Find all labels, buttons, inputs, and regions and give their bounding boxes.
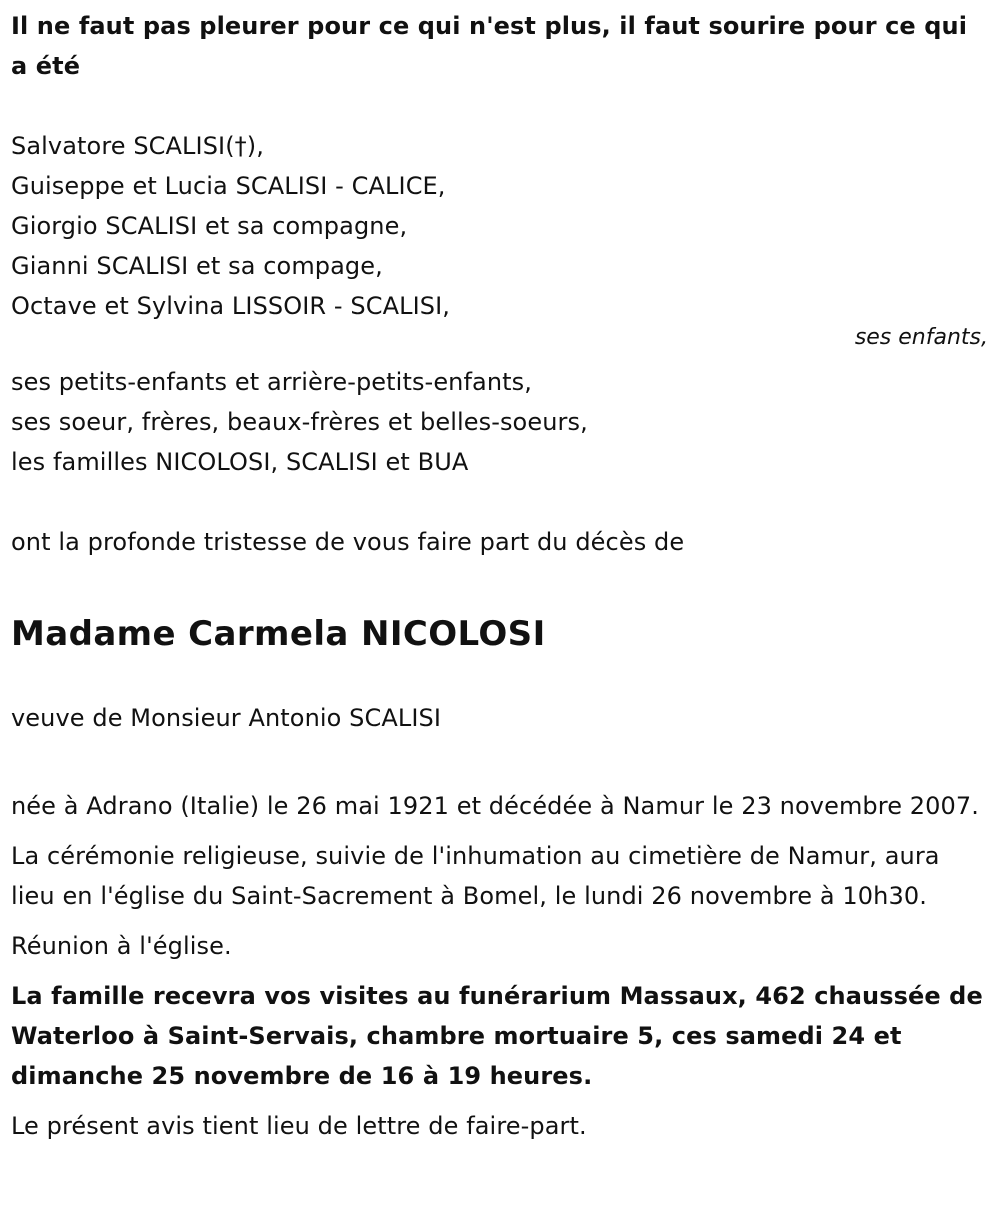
child-line: Octave et Sylvina LISSOIR - SCALISI, [11,292,451,320]
children-list [11,126,988,326]
announcement-text: ont la profonde tristesse de vous faire part du décès de [11,528,685,556]
ceremony-text: La cérémonie religieuse, suivie de l'inhumation au cimetière de Namur, aura lieu en l'église du Saint-Sacrement à Bomel, le lundi 26 novembre à 10h30. [11,842,940,910]
child-line: Salvatore SCALISI(†), [11,132,264,160]
children-role-label: ses enfants, [854,325,988,350]
child-line: Gianni SCALISI et sa compage, [11,252,383,280]
memorial-quote: Il ne faut pas pleurer pour ce qui n'est plus, il faut sourire pour ce qui a été [11,12,968,80]
visits-text: La famille recevra vos visites au funérarium Massaux, 462 chaussée de Waterloo à Saint-Servais, chambre mortuaire 5, ces samedi 24 et dimanche 25 novembre de 16 à 19 heures. [11,982,983,1090]
widow-of-text: veuve de Monsieur Antonio SCALISI [11,704,442,732]
relative-line: ses petits-enfants et arrière-petits-enfants, [11,368,533,396]
birth-death-text: née à Adrano (Italie) le 26 mai 1921 et décédée à Namur le 23 novembre 2007. [11,792,979,820]
child-line: Giorgio SCALISI et sa compagne, [11,212,408,240]
child-line: Guiseppe et Lucia SCALISI - CALICE, [11,172,446,200]
relative-line: ses soeur, frères, beaux-frères et belles-soeurs, [11,408,588,436]
closing-text: Le présent avis tient lieu de lettre de faire-part. [11,1112,587,1140]
deceased-name: Madame Carmela NICOLOSI [11,614,546,654]
meeting-text: Réunion à l'église. [11,932,232,960]
relative-line: les familles NICOLOSI, SCALISI et BUA [11,448,469,476]
relatives-list [11,362,988,482]
